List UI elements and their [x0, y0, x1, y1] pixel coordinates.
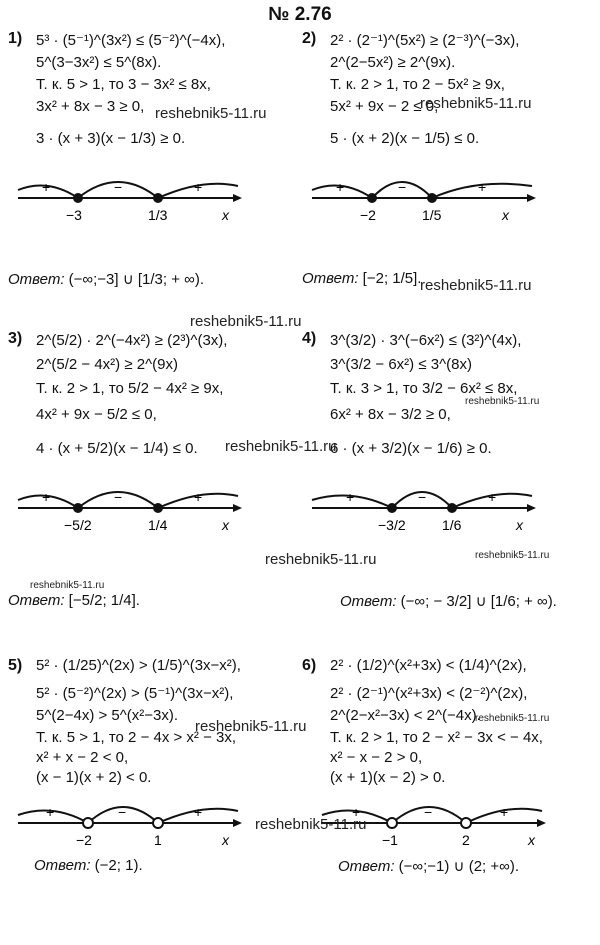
- problem-line: 5x² + 9x − 2 ≤ 0,: [330, 98, 439, 115]
- answer-label: Ответ:: [338, 858, 395, 875]
- answer-value: (−∞;−3] ∪ [1/3; + ∞).: [68, 271, 205, 288]
- answer-label: Ответ:: [8, 592, 65, 609]
- problem-line: 3^(3/2) · 3^(−6x²) ≤ (3²)^(4x),: [330, 332, 522, 349]
- problem-1: [8, 30, 298, 330]
- answer: [302, 270, 421, 287]
- sign-label: +: [346, 489, 355, 505]
- sign-label: +: [500, 804, 509, 820]
- problem-line: 6x² + 8x − 3/2 ≥ 0,: [330, 406, 451, 423]
- sign-label: +: [42, 179, 51, 195]
- problem-line: 2² · (2⁻¹)^(5x²) ≥ (2⁻³)^(−3x),: [330, 32, 520, 49]
- problem-line: 5² · (1/25)^(2x) > (1/5)^(3x−x²),: [36, 657, 241, 674]
- watermark: reshebnik5-11.ru: [465, 396, 540, 407]
- point-label: −3: [66, 207, 82, 223]
- problem-line: 5² · (5⁻²)^(2x) > (5⁻¹)^(3x−x²),: [36, 685, 234, 702]
- sign-label: +: [46, 804, 55, 820]
- sign-label: +: [194, 804, 203, 820]
- sign-label: +: [478, 179, 487, 195]
- answer-value: (−∞; − 3/2] ∪ [1/6; + ∞).: [400, 593, 557, 610]
- problem-5: [8, 645, 298, 945]
- watermark: reshebnik5-11.ru: [475, 713, 550, 724]
- problem-line: x² + x − 2 < 0,: [36, 749, 129, 766]
- axis-label: x: [222, 517, 229, 533]
- closed-point: [367, 193, 377, 203]
- answer-value: [−2; 1/5].: [362, 270, 422, 287]
- watermark: reshebnik5-11.ru: [265, 551, 377, 568]
- problem-line: 2^(2−5x²) ≥ 2^(9x).: [330, 54, 456, 71]
- answer: [34, 857, 143, 874]
- problem-line: 4x² + 9x − 5/2 ≤ 0,: [36, 406, 157, 423]
- problem-4: [302, 330, 592, 630]
- axis-label: x: [222, 207, 229, 223]
- problem-line: Т. к. 5 > 1, то 3 − 3x² ≤ 8x,: [36, 76, 211, 93]
- open-point: [387, 818, 397, 828]
- problem-line: 2^(5/2 − 4x²) ≥ 2^(9x): [36, 356, 178, 373]
- interval-diagram: [302, 170, 592, 260]
- point-label: 1/6: [442, 517, 462, 533]
- watermark: reshebnik5-11.ru: [420, 95, 532, 112]
- closed-point: [153, 193, 163, 203]
- point-label: 1: [154, 832, 162, 848]
- problem-number: 5): [8, 657, 23, 674]
- answer-label: Ответ:: [34, 857, 91, 874]
- point-label: −1: [382, 832, 398, 848]
- watermark: reshebnik5-11.ru: [155, 105, 267, 122]
- closed-point: [73, 503, 83, 513]
- sign-label: +: [352, 804, 361, 820]
- problem-line: 4 · (x + 5/2)(x − 1/4) ≤ 0.: [36, 440, 198, 457]
- watermark: reshebnik5-11.ru: [225, 438, 337, 455]
- closed-point: [447, 503, 457, 513]
- watermark: reshebnik5-11.ru: [475, 550, 550, 561]
- answer: [338, 857, 519, 875]
- answer-value: (−∞;−1) ∪ (2; +∞).: [398, 858, 519, 875]
- problem-line: 2^(2−x²−3x) < 2^(−4x).: [330, 707, 481, 724]
- axis-label: x: [528, 832, 535, 848]
- answer-label: Ответ:: [340, 593, 397, 610]
- closed-point: [387, 503, 397, 513]
- problem-line: Т. к. 3 > 1, то 3/2 − 6x² ≤ 8x,: [330, 380, 518, 397]
- point-label: −2: [360, 207, 376, 223]
- sign-label: +: [336, 179, 345, 195]
- open-point: [83, 818, 93, 828]
- point-label: −2: [76, 832, 92, 848]
- problem-line: 5 · (x + 2)(x − 1/5) ≤ 0.: [330, 130, 480, 147]
- sign-label: −: [114, 179, 123, 195]
- closed-point: [153, 503, 163, 513]
- axis-label: x: [222, 832, 229, 848]
- page-title: № 2.76: [268, 4, 332, 25]
- answer-value: [−5/2; 1/4].: [68, 592, 140, 609]
- answer: [8, 270, 204, 288]
- problem-number: 6): [302, 657, 317, 674]
- sign-label: −: [424, 804, 433, 820]
- problem-number: 3): [8, 330, 23, 347]
- problem-line: Т. к. 2 > 1, то 5/2 − 4x² ≥ 9x,: [36, 380, 224, 397]
- problem-line: 2² · (1/2)^(x²+3x) < (1/4)^(2x),: [330, 657, 527, 674]
- problem-line: 3^(3/2 − 6x²) ≤ 3^(8x): [330, 356, 472, 373]
- point-label: −5/2: [64, 517, 92, 533]
- problem-line: 6 · (x + 3/2)(x − 1/6) ≥ 0.: [330, 440, 492, 457]
- open-point: [153, 818, 163, 828]
- sign-label: −: [418, 489, 427, 505]
- answer-label: Ответ:: [302, 270, 359, 287]
- watermark: reshebnik5-11.ru: [190, 313, 302, 330]
- problem-line: x² − x − 2 > 0,: [330, 749, 423, 766]
- interval-diagram: [8, 480, 298, 570]
- problem-line: Т. к. 5 > 1, то 2 − 4x > x² − 3x,: [36, 729, 237, 746]
- axis-label: x: [516, 517, 523, 533]
- problem-line: 5³ · (5⁻¹)^(3x²) ≤ (5⁻²)^(−4x),: [36, 32, 226, 49]
- problem-line: (x + 1)(x − 2) > 0.: [330, 769, 446, 786]
- problem-line: 3 · (x + 3)(x − 1/3) ≥ 0.: [36, 130, 186, 147]
- point-label: −3/2: [378, 517, 406, 533]
- sign-label: +: [194, 179, 203, 195]
- point-label: 1/4: [148, 517, 168, 533]
- watermark: reshebnik5-11.ru: [420, 277, 532, 294]
- axis-label: x: [502, 207, 509, 223]
- watermark: reshebnik5-11.ru: [30, 580, 105, 591]
- problem-line: 5^(2−4x) > 5^(x²−3x).: [36, 707, 179, 724]
- point-label: 2: [462, 832, 470, 848]
- watermark: reshebnik5-11.ru: [255, 816, 367, 833]
- problem-line: 3x² + 8x − 3 ≥ 0,: [36, 98, 145, 115]
- answer-label: Ответ:: [8, 271, 65, 288]
- problem-number: 1): [8, 30, 23, 47]
- watermark: reshebnik5-11.ru: [195, 718, 307, 735]
- problem-6: [302, 645, 592, 945]
- closed-point: [73, 193, 83, 203]
- problem-line: 2^(5/2) · 2^(−4x²) ≥ (2³)^(3x),: [36, 332, 228, 349]
- problem-line: Т. к. 2 > 1, то 2 − x² − 3x < − 4x,: [330, 729, 543, 746]
- problem-line: 5^(3−3x²) ≤ 5^(8x).: [36, 54, 162, 71]
- problem-number: 2): [302, 30, 317, 47]
- sign-label: +: [194, 489, 203, 505]
- closed-point: [427, 193, 437, 203]
- interval-diagram: [8, 170, 298, 260]
- sign-label: +: [488, 489, 497, 505]
- answer: [340, 592, 557, 610]
- sign-label: −: [118, 804, 127, 820]
- sign-label: +: [42, 489, 51, 505]
- problem-line: Т. к. 2 > 1, то 2 − 5x² ≥ 9x,: [330, 76, 505, 93]
- sign-label: −: [398, 179, 407, 195]
- point-label: 1/5: [422, 207, 442, 223]
- sign-label: −: [114, 489, 123, 505]
- point-label: 1/3: [148, 207, 168, 223]
- problem-line: 2² · (2⁻¹)^(x²+3x) < (2⁻²)^(2x),: [330, 685, 528, 702]
- problem-line: (x − 1)(x + 2) < 0.: [36, 769, 152, 786]
- problem-number: 4): [302, 330, 317, 347]
- answer-value: (−2; 1).: [94, 857, 143, 874]
- answer: [8, 592, 140, 609]
- open-point: [461, 818, 471, 828]
